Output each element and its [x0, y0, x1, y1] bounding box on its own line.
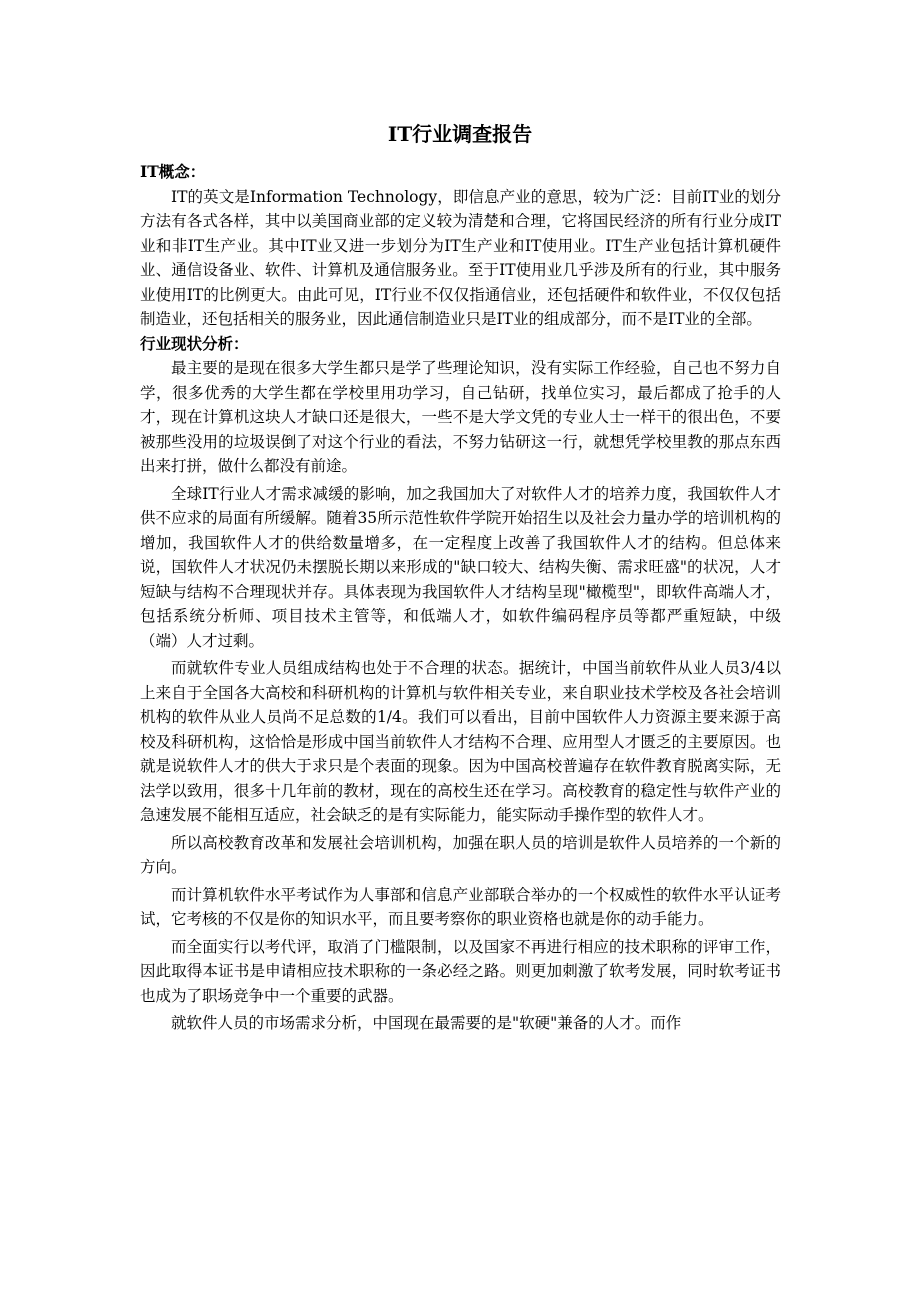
paragraph: IT的英文是Information Technology，即信息产业的意思，较为广泛：目前IT业的划分方法有各式各样，其中以美国商业部的定义较为清楚和合理，它将国民经济的所有行业分成IT业和非IT生产业。其中IT业又进一步划分为IT生产业和IT使用业。IT生产业包括计算机硬件业、通信设备业、软件、计算机及通信服务业。至于IT使用业几乎涉及所有的行业，其中服务业使用IT的比例更大。由此可见，IT行业不仅仅指通信业，还包括硬件和软件业，不仅仅包括制造业，还包括相关的服务业，因此通信制造业只是IT业的组成部分，而不是IT业的全部。 [140, 187, 781, 328]
section-heading-industry-status: 行业现状分析： [140, 333, 249, 353]
section-heading-it-concept: IT概念： [140, 162, 206, 181]
document-title: IT行业调查报告 [387, 122, 533, 146]
paragraph: 而就软件专业人员组成结构也处于不合理的状态。据统计，中国当前软件从业人员3/4以上来自于全国各大高校和科研机构的计算机与软件相关专业，来自职业技术学校及各社会培训机构的软件从业人员尚不足总数的1/4。我们可以看出，目前中国软件人力资源主要来源于高校及科研机构，这恰恰是形成中国当前软件人才结构不合理、应用型人才匮乏的主要原因。也就是说软件人才的供大于求只是个表面的现象。因为中国高校普遍存在软件教育脱离实际，无法学以致用，很多十几年前的教材，现在的高校生还在学习。高校教育的稳定性与软件产业的急速发展不能相互适应，社会缺乏的是有实际能力，能实际动手操作型的软件人才。 [140, 659, 781, 824]
paragraph: 就软件人员的市场需求分析，中国现在最需要的是"软硬"兼备的人才。而作 [171, 1014, 682, 1032]
paragraph: 而全面实行以考代评，取消了门槛限制，以及国家不再进行相应的技术职称的评审工作，因此取得本证书是申请相应技术职称的一条必经之路。则更加刺激了软考发展，同时软考证书也成为了职场竞争中一个重要的武器。 [140, 937, 781, 1005]
paragraph: 最主要的是现在很多大学生都只是学了些理论知识，没有实际工作经验，自己也不努力自学，很多优秀的大学生都在学校里用功学习，自己钻研，找单位实习，最后都成了抢手的人才，现在计算机这块人才缺口还是很大，一些不是大学文凭的专业人士一样干的很出色，不要被那些没用的垃圾误倒了对这个行业的看法，不努力钻研这一行，就想凭学校里教的那点东西出来打拼，做什么都没有前途。 [140, 359, 781, 475]
paragraph: 全球IT行业人才需求减缓的影响，加之我国加大了对软件人才的培养力度，我国软件人才供不应求的局面有所缓解。随着35所示范性软件学院开始招生以及社会力量办学的培训机构的增加，我国软件人才的供给数量增多，在一定程度上改善了我国软件人才的结构。但总体来说，国软件人才状况仍未摆脱长期以来形成的"缺口较大、结构失衡、需求旺盛"的状况，人才短缺与结构不合理现状并存。具体表现为我国软件人才结构呈现"橄榄型"，即软件高端人才，包括系统分析师、项目技术主管等，和低端人才，如软件编码程序员等都严重短缺，中级（端）人才过剩。 [140, 484, 781, 650]
paragraph: 所以高校教育改革和发展社会培训机构，加强在职人员的培训是软件人员培养的一个新的方向。 [140, 833, 781, 876]
document-body [140, 160, 781, 1036]
paragraph: 而计算机软件水平考试作为人事部和信息产业部联合举办的一个权威性的软件水平认证考试，它考核的不仅是你的知识水平，而且要考察你的职业资格也就是你的动手能力。 [140, 885, 781, 928]
